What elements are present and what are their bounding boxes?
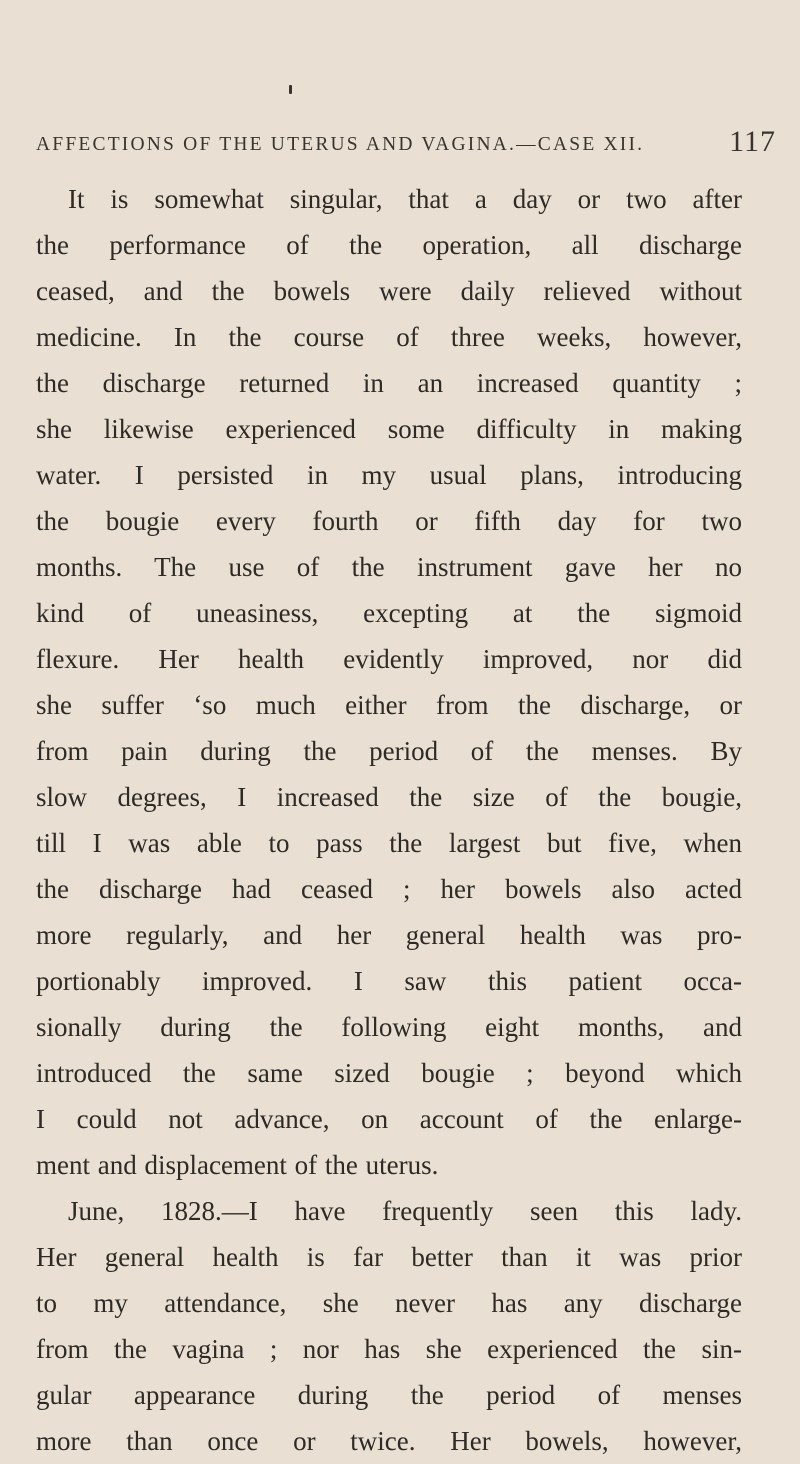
text-line: Her general health is far better than it was prior — [36, 1242, 742, 1272]
text-line: the bougie every fourth or fifth day for two — [36, 506, 742, 536]
text-line: till I was able to pass the largest but five, when — [36, 828, 742, 858]
ink-mark — [289, 85, 292, 94]
text-line: the performance of the operation, all discharge — [36, 230, 742, 260]
text-line: more than once or twice. Her bowels, however, — [36, 1426, 742, 1456]
text-line: she suffer ‘so much either from the discharge, or — [36, 690, 742, 720]
page-header — [36, 124, 776, 164]
text-line: water. I persisted in my usual plans, introducing — [36, 460, 742, 490]
text-line: I could not advance, on account of the enlarge- — [36, 1104, 742, 1134]
text-line: the discharge returned in an increased quantity ; — [36, 368, 742, 398]
text-line: ceased, and the bowels were daily relieved without — [36, 276, 742, 306]
text-line: she likewise experienced some difficulty in making — [36, 414, 742, 444]
text-line: It is somewhat singular, that a day or two after — [68, 184, 742, 214]
text-line: kind of uneasiness, excepting at the sigmoid — [36, 598, 742, 628]
text-line: introduced the same sized bougie ; beyond which — [36, 1058, 742, 1088]
text-line: medicine. In the course of three weeks, however, — [36, 322, 742, 352]
page-number: 117 — [729, 125, 776, 158]
text-line: to my attendance, she never has any discharge — [36, 1288, 742, 1318]
text-line: gular appearance during the period of menses — [36, 1380, 742, 1410]
text-line: flexure. Her health evidently improved, nor did — [36, 644, 742, 674]
text-line: from pain during the period of the menses. By — [36, 736, 742, 766]
text-line: more regularly, and her general health was pro- — [36, 920, 742, 950]
text-line: ment and displacement of the uterus. — [36, 1150, 439, 1180]
text-line: June, 1828.—I have frequently seen this lady. — [68, 1196, 742, 1226]
text-line: months. The use of the instrument gave her no — [36, 552, 742, 582]
body-text — [36, 176, 742, 1464]
text-line: portionably improved. I saw this patient occa- — [36, 966, 742, 996]
text-line: the discharge had ceased ; her bowels also acted — [36, 874, 742, 904]
text-line: sionally during the following eight months, and — [36, 1012, 742, 1042]
text-line: slow degrees, I increased the size of the bougie, — [36, 782, 742, 812]
text-line: from the vagina ; nor has she experienced the sin- — [36, 1334, 742, 1364]
running-title: AFFECTIONS OF THE UTERUS AND VAGINA.—CASE XII. — [36, 134, 645, 155]
